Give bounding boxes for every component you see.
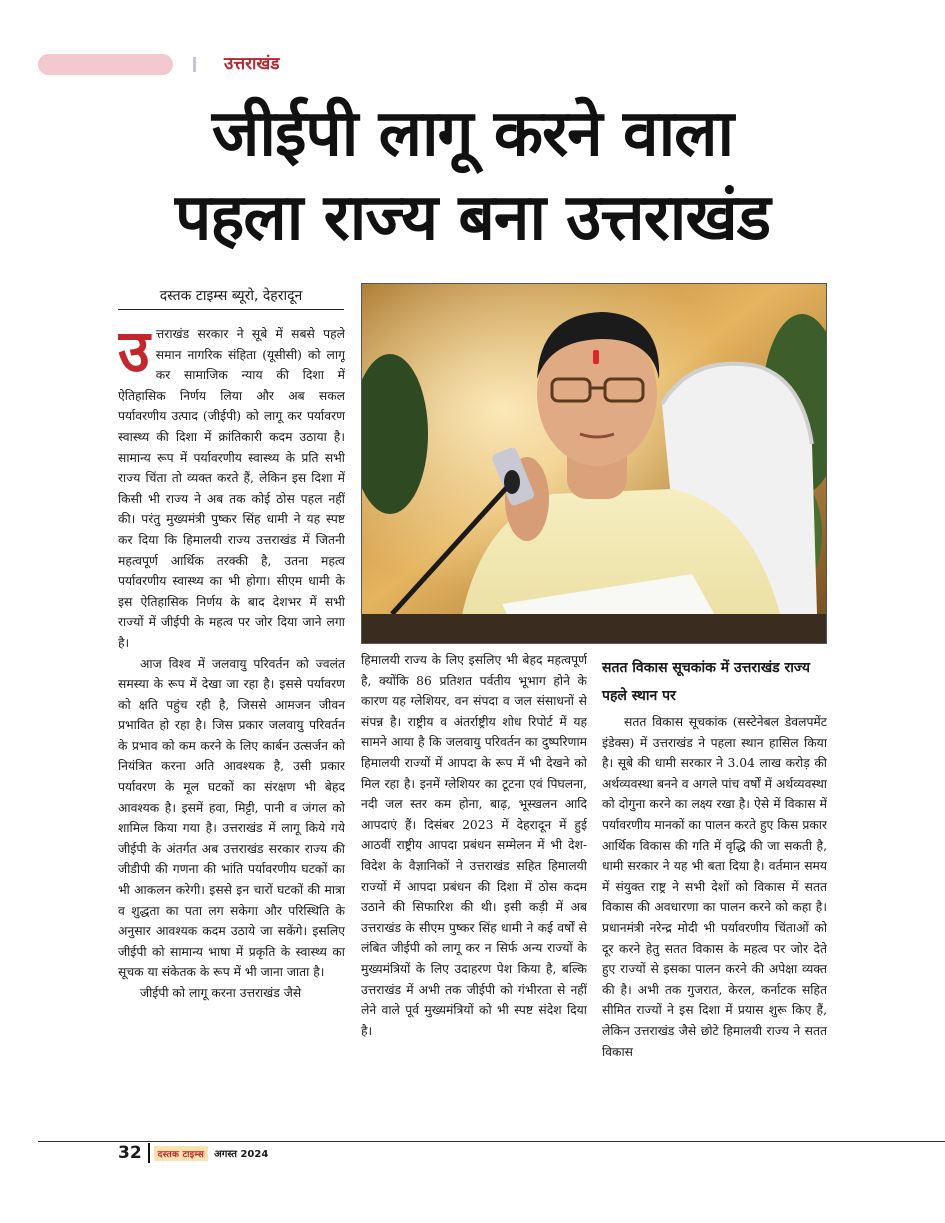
section-label: उत्तराखंड [224,54,280,74]
byline: दस्तक टाइम्स ब्यूरो, देहरादून [118,286,344,310]
headline-line-2: पहला राज्य बना उत्तराखंड [175,181,770,255]
article-paragraph: आज विश्व में जलवायु परिवर्तन को ज्वलंत समस्या के रूप में देखा जा रहा है। इससे पर्यावरण को क्षति पहुंच रही है, जिससे आमजन जीवन प्रभावित हो रहा है। जिस प्रकार जलवायु परिवर्तन के प्रभाव को कम करने के लिए कार्बन उत्सर्जन को नियंत्रित करना अति आवश्यक है, उसी प्रकार पर्यावरण के मूल घटकों का संरक्षण भी बेहद आवश्यक है। इसमें हवा, मिट्टी, पानी व जंगल को शामिल किया गया है। उत्तराखंड में लागू किये गये जीईपी के अंतर्गत अब उत्तराखंड सरकार राज्य की जीडीपी की गणना की भांति पर्यावरणीय घटकों का भी आकलन करेगी। इससे इन चारों घटकों की मात्रा व शुद्धता का पता लग सकेगा और परिस्थिति के अनुसार आवश्यक कदम उठाये जा सकेंगे। इसलिए जीईपी को सामान्य भाषा में प्रकृति के स्वास्थ्य का सूचक या संकेतक के रूप में भी जाना जाता है। [118,656,345,980]
issue-date: अगस्त 2024 [214,1149,269,1160]
drop-cap: उ [118,324,150,385]
page-number: 32 [118,1143,150,1163]
article-subheading: सतत विकास सूचकांक में उत्तराखंड राज्य पहले स्थान पर [602,660,811,704]
article-column-1 [118,324,345,1120]
article-paragraph: त्तराखंड सरकार ने सूबे में सबसे पहले समान नागरिक संहिता (यूसीसी) को लागू कर सामाजिक न्याय की दिशा में ऐतिहासिक निर्णय लिया और अब सकल पर्यावरणीय उत्पाद (जीईपी) को लागू कर पर्यावरण स्वास्थ्य की दिशा में क्रांतिकारी कदम उठाया है। सामान्य रूप में पर्यावरणीय स्वास्थ्य के प्रति सभी राज्य चिंता तो व्यक्त करते हैं, लेकिन इस दिशा में किसी भी राज्य ने अब तक कोई ठोस पहल नहीं की। परंतु मुख्यमंत्री पुष्कर सिंह धामी ने यह स्पष्ट कर दिया कि हिमालयी राज्य उत्तराखंड में जितनी महत्वपूर्ण आर्थिक तरक्की है, उतना महत्व पर्यावरणीय स्वास्थ्य का भी होगा। सीएम धामी के इस ऐतिहासिक निर्णय के बाद देशभर में सभी राज्यों में जीईपी के महत्व पर जोर दिया जाने लगा है। [118,327,345,650]
photo-illustration [362,284,827,644]
page-footer [118,1143,268,1163]
article-paragraph: सतत विकास सूचकांक (सस्टेनेबल डेवलपमेंट इंडेक्स) में उत्तराखंड ने पहला स्थान हासिल किया है। सूबे की धामी सरकार ने 3.04 लाख करोड़ की अर्थव्यवस्था बनने व अगले पांच वर्षों में अर्थव्यवस्था को दोगुना करने का लक्ष्य रखा है। ऐसे में विकास में पर्यावरणीय मानकों का पालन करते हुए किस प्रकार आर्थिक विकास की गति में वृद्धि की जा सकती है, धामी सरकार ने यह भी बता दिया है। वर्तमान समय में संयुक्त राष्ट्र ने सभी देशों को विकास में सतत विकास की अवधारणा का पालन करने को कहा है। प्रधानमंत्री नरेन्द्र मोदी भी पर्यावरणीय चिंताओं को दूर करने हेतु सतत विकास के महत्व पर जोर देते हुए राज्यों से इसका पालन करने की अपेक्षा व्यक्त की है। अभी तक गुजरात, केरल, कर्नाटक सहित सीमित राज्यों ने इस दिशा में प्रयास शुरू किए हैं, लेकिन उत्तराखंड जैसे छोटे हिमालयी राज्य ने सतत विकास [602,715,827,1059]
section-pill-decoration [38,54,173,75]
article-column-2 [361,650,587,1120]
section-divider [193,57,196,72]
headline-line-1: जीईपी लागू करने वाला [211,97,734,171]
article-paragraph: हिमालयी राज्य के लिए इसलिए भी बेहद महत्वपूर्ण है, क्योंकि 86 प्रतिशत पर्वतीय भूभाग होने के कारण यह ग्लेशियर, वन संपदा व जल संसाधनों से संपन्न है। राष्ट्रीय व अंतर्राष्ट्रीय शोध रिपोर्ट में यह सामने आया है कि जलवायु परिवर्तन का दुष्परिणाम हिमालयी राज्यों में आपदा के रूप में भी देखने को मिल रहा है। इनमें ग्लेशियर का टूटना एवं पिघलना, नदी जल स्तर कम होना, बाढ़, भूस्खलन आदि आपदाएं हैं। दिसंबर 2023 में देहरादून में हुई आठवीं राष्ट्रीय आपदा प्रबंधन सम्मेलन में भी देश-विदेश के वैज्ञानिकों ने उत्तराखंड सहित हिमालयी राज्यों में आपदा प्रबंधन की दिशा में ठोस कदम उठाने की सिफारिश की थी। इसी कड़ी में अब उत्तराखंड के सीएम पुष्कर सिंह धामी ने कई वर्षों से लंबित जीईपी को लागू कर न सिर्फ अन्य राज्यों के मुख्यमंत्रियों के लिए उदाहरण पेश किया है, बल्कि उत्तराखंड में अभी तक जीईपी को गंभीरता से नहीं लेने वाले पूर्व मुख्यमंत्रियों को भी स्पष्ट संदेश दिया है। [361,653,587,1038]
headline [0,92,945,260]
article-photo [361,283,827,644]
article-column-3 [602,712,827,1120]
magazine-logo: दस्तक टाइम्स [154,1146,208,1161]
footer-rule [38,1141,945,1142]
article-paragraph: जीईपी को लागू करना उत्तराखंड जैसे [140,986,302,1000]
